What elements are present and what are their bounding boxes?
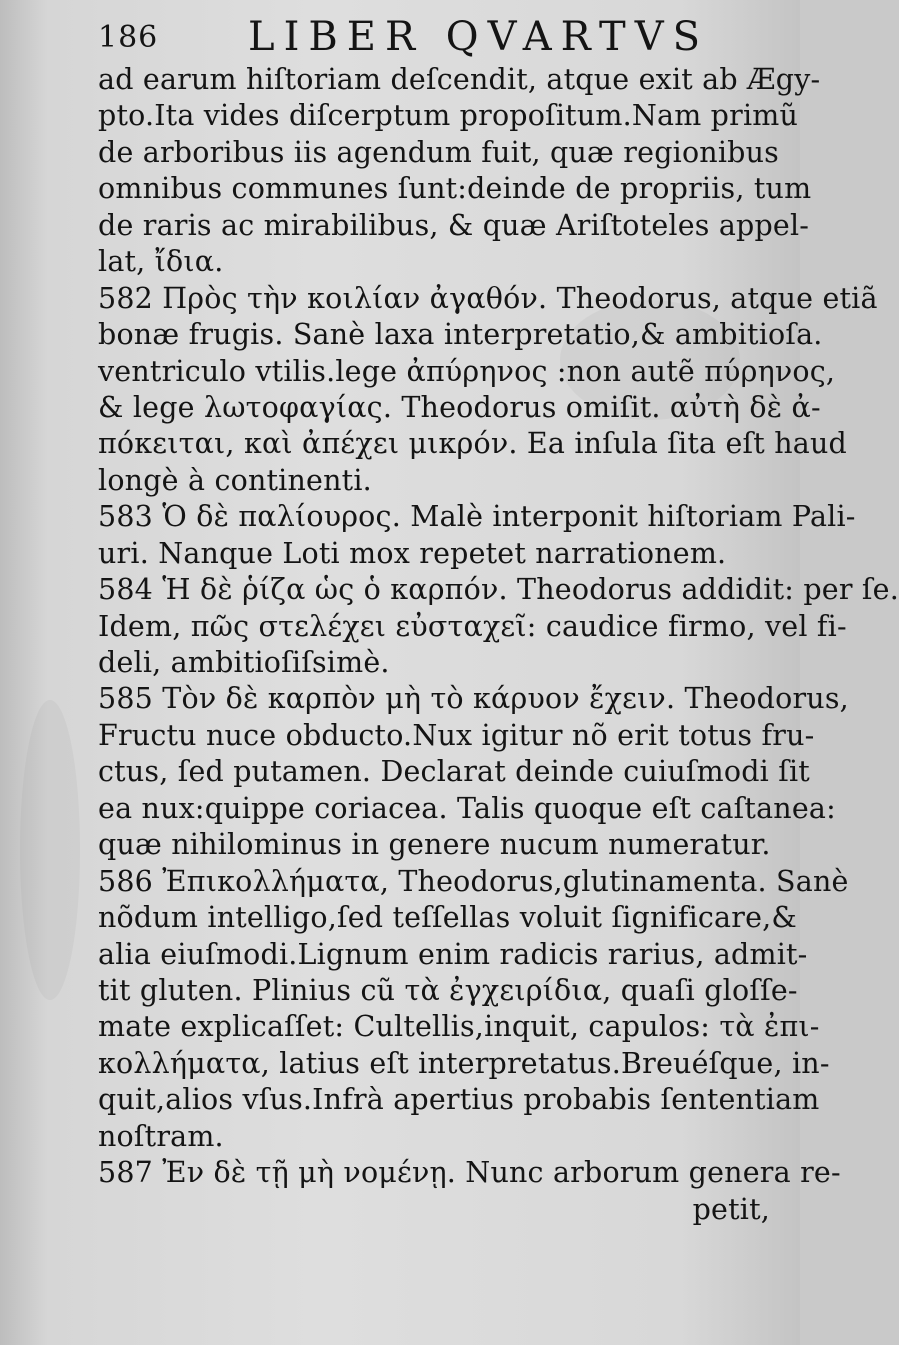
- text-line: 586 Ἐπικολλήματα, Theodorus,glutinamenta. Sanè: [98, 864, 849, 898]
- body-text: [98, 62, 899, 1228]
- text-line: omnibus communes ſunt:deinde de propriis, tum: [98, 172, 812, 206]
- text-line: bonæ frugis. Sanè laxa interpretatio,& ambitioſa.: [98, 318, 823, 352]
- text-line: 587 Ἐν δὲ τῇ μὴ νομένῃ. Nunc arborum genera re-: [98, 1156, 841, 1190]
- text-line: quæ nihilominus in genere nucum numeratur.: [98, 828, 771, 862]
- text-line: & lege λωτοφαγίας. Theodorus omiſit. αὐτὴ δὲ ἀ-: [98, 390, 821, 424]
- text-line: quit,alios vſus.Infrà apertius probabis ſententiam: [98, 1083, 820, 1117]
- page-number: 186: [98, 20, 159, 55]
- text-line: Fructu nuce obducto.Nux igitur nõ erit totus fru-: [98, 718, 815, 752]
- text-line: 582 Πρὸς τὴν κοιλίαν ἀγαθόν. Theodorus, atque etiã: [98, 281, 878, 315]
- running-head: LIBER QVARTVS: [248, 14, 710, 60]
- text-line: longè à continenti.: [98, 463, 372, 497]
- paper-stain: [20, 700, 80, 1000]
- text-line: 583 Ὁ δὲ παλίουρος. Malè interponit hiſtoriam Pali-: [98, 500, 856, 534]
- text-line: ctus, ſed putamen. Declarat deinde cuiuſmodi ſit: [98, 755, 810, 789]
- text-line: κολλήματα, latius eſt interpretatus.Breuéſque, in-: [98, 1046, 830, 1080]
- text-line: Idem, πῶς στελέχει εὐσταχεῖ: caudice firmo, vel fi-: [98, 609, 847, 643]
- text-line: de raris ac mirabilibus, & quæ Ariſtoteles appel-: [98, 208, 810, 242]
- text-line: uri. Nanque Loti mox repetet narrationem.: [98, 536, 727, 570]
- text-line: de arboribus iis agendum fuit, quæ regionibus: [98, 135, 780, 169]
- text-line: 584 Ἡ δὲ ῥίζα ὡς ὁ καρπόν. Theodorus addidit: per ſe.: [98, 573, 899, 607]
- text-line: ventriculo vtilis.lege ἀπύρηνος :non autẽ πύρηνος,: [98, 354, 836, 388]
- catchword: petit,: [692, 1192, 770, 1226]
- text-line: pto.Ita vides diſcerptum propoſitum.Nam primũ: [98, 99, 799, 133]
- text-line: ea nux:quippe coriacea. Talis quoque eſt caſtanea:: [98, 791, 836, 825]
- text-line: alia eiuſmodi.Lignum enim radicis rarius, admit-: [98, 937, 808, 971]
- text-line: lat, ἴδια.: [98, 245, 224, 279]
- text-line: tit gluten. Plinius cũ τὰ ἐγχειρίδια, quaſi gloſſe-: [98, 973, 798, 1007]
- text-line: mate explicaſſet: Cultellis,inquit, capulos: τὰ ἐπι-: [98, 1010, 820, 1044]
- text-line: nõdum intelligo,ſed teſſellas voluit ſignificare,&: [98, 901, 797, 935]
- text-line: deli, ambitioſiſsimè.: [98, 646, 390, 679]
- page-header: [98, 14, 710, 62]
- text-line: ad earum hiſtoriam deſcendit, atque exit ab Ægy-: [98, 63, 821, 96]
- text-line: 585 Τὸν δὲ καρπὸν μὴ τὸ κάρυον ἔχειν. Theodorus,: [98, 682, 849, 716]
- text-line: πόκειται, καὶ ἀπέχει μικρόν. Ea inſula ſita eſt haud: [98, 427, 847, 461]
- text-line: noſtram.: [98, 1119, 224, 1153]
